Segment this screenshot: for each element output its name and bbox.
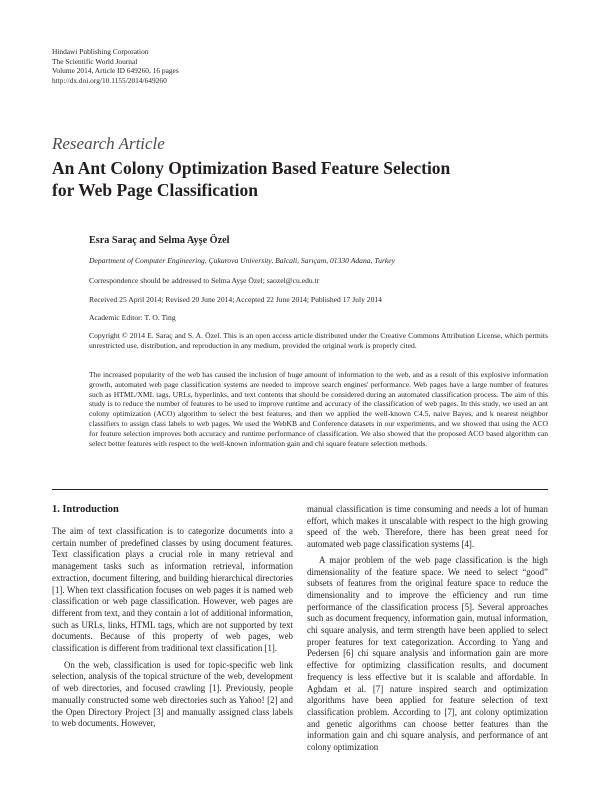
right-column (307, 504, 548, 754)
doi-link[interactable]: http://dx.doi.org/10.1155/2014/649260 (52, 75, 167, 85)
journal-name: The Scientific World Journal (52, 56, 138, 66)
body-paragraph: The aim of text classification is to categorize documents into a certain number of predefined classes by using document features. Text classification plays a crucial role in many retrieval and management tasks such as information retrieval, information extraction, document filtering, and building hierarchical directories [1]. When text classification focuses on web pages it is named web classification or web page classification. However, web pages are different from text, and they contain a lot of additional information, such as URLs, links, HTML tags, which are not supported by text documents. Because of this property of web pages, web classification is different from traditional text classification [1]. (52, 526, 293, 654)
abstract: The increased popularity of the web has caused the inclusion of huge amount of information to the web, and as a result of this explosive information growth, automated web page classification systems are needed to improve search engines' performance. Web pages have a large number of features such as HTML/XML tags, URLs, hyperlinks, and text contents that should be considered during an automated classification process. The aim of this study is to reduce the number of features to be used to improve runtime and accuracy of the classification of web pages. In this study, we used an ant colony optimization (ACO) algorithm to select the best features, and then we applied the well-known C4.5, naive Bayes, and k nearest neighbor classifiers to assign class labels to web pages. We used the WebKB and Conference datasets in our experiments, and we showed that using the ACO for feature selection improves both accuracy and runtime performance of classification. We also showed that the proposed ACO based algorithm can select better features with respect to the well-known information gain and chi square feature selection methods. (89, 370, 548, 448)
publication-dates: Received 25 April 2014; Revised 20 June 2014; Accepted 22 June 2014; Published 17 July 2014 (89, 295, 382, 304)
authors: Esra Saraç and Selma Ayşe Özel (89, 235, 230, 246)
publisher-name: Hindawi Publishing Corporation (52, 47, 149, 56)
left-column (52, 504, 293, 730)
body-paragraph: A major problem of the web page classification is the high dimensionality of the feature space. We need to select “good” subsets of features from the original feature space to reduce the dimensionality and to improve the efficiency and run time performance of the classification process [5]. Several approaches such as document frequency, information gain, mutual information, chi square analysis, and term strength have been applied to select proper features for text categorization. According to Yang and Pedersen [6] chi square analysis and information gain are more effective for optimizing classification results, and document frequency is less effective but it is scalable and affordable. In Aghdam et al. [7] nature inspired search and optimization algorithms have been applied for feature selection of text classification problem. According to [7], ant colony optimization and genetic algorithms can choose better features than the information gain and chi square analysis, and performance of ant colony optimization (307, 554, 548, 753)
paper-title: An Ant Colony Optimization Based Feature Selection for Web Page Classification (52, 158, 451, 200)
volume-info: Volume 2014, Article ID 649260, 16 pages (52, 66, 179, 76)
correspondence: Correspondence should be addressed to Selma Ayşe Özel; saozel@cu.edu.tr (89, 276, 320, 285)
academic-editor: Academic Editor: T. O. Ting (89, 313, 176, 322)
affiliation: Department of Computer Engineering, Çukurova University, Balcali, Sarıçam, 01330 Adana, Turkey (89, 256, 396, 265)
section-heading: 1. Introduction (52, 504, 119, 515)
copyright-notice: Copyright © 2014 E. Saraç and S. A. Özel. This is an open access article distributed under the Creative Commons Attribution License, which permits unrestricted use, distribution, and reproduction in any medium, provided the original work is properly cited. (89, 331, 548, 351)
article-type: Research Article (52, 134, 165, 153)
body-paragraph: manual classification is time consuming and needs a lot of human effort, which makes it unscalable with respect to the high growing speed of the web. Therefore, there has been great need for automated web page classification systems [4]. (307, 504, 548, 550)
journal-header (52, 47, 179, 85)
body-paragraph: On the web, classification is used for topic-specific web link selection, analysis of the topical structure of the web, development of web directories, and focused crawling [1]. Previously, people manually constructed some web directories such as Yahoo! [2] and the Open Directory Project [3] and manually assigned class labels to web documents. However, (52, 659, 293, 729)
section-divider (52, 489, 548, 490)
